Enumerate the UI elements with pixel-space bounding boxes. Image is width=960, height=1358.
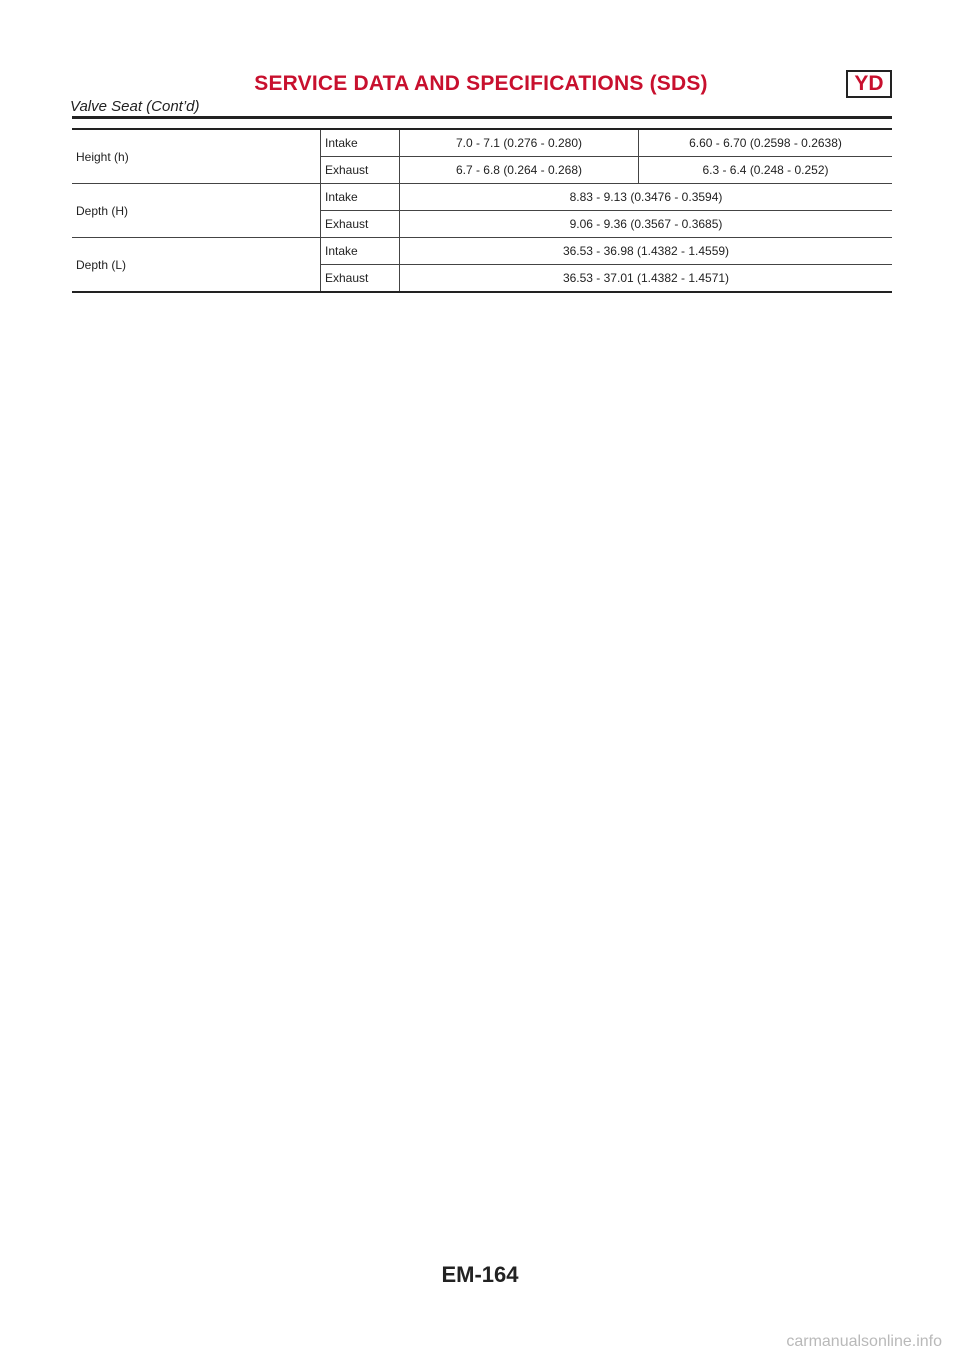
- row-type: Exhaust: [321, 265, 400, 293]
- row-type: Exhaust: [321, 211, 400, 238]
- page-number: EM-164: [441, 1262, 519, 1287]
- header-rule: [72, 116, 892, 119]
- watermark: carmanualsonline.info: [786, 1333, 942, 1350]
- table-row: [72, 129, 892, 157]
- spec-table: [72, 128, 892, 293]
- engine-badge: YD: [846, 70, 892, 98]
- value-cell: 7.0 - 7.1 (0.276 - 0.280): [400, 129, 639, 157]
- value-cell: 36.53 - 37.01 (1.4382 - 1.4571): [400, 265, 893, 293]
- table-row: [72, 184, 892, 211]
- value-cell: 6.7 - 6.8 (0.264 - 0.268): [400, 157, 639, 184]
- value-cell: 36.53 - 36.98 (1.4382 - 1.4559): [400, 238, 893, 265]
- value-cell: 6.3 - 6.4 (0.248 - 0.252): [639, 157, 893, 184]
- page-title: SERVICE DATA AND SPECIFICATIONS (SDS): [254, 72, 708, 95]
- value-cell: 6.60 - 6.70 (0.2598 - 0.2638): [639, 129, 893, 157]
- row-type: Exhaust: [321, 157, 400, 184]
- group-label: Depth (L): [72, 238, 321, 293]
- table-row: [72, 238, 892, 265]
- page-header: [70, 70, 892, 115]
- section-subtitle: Valve Seat (Cont’d): [70, 98, 200, 115]
- value-cell: 8.83 - 9.13 (0.3476 - 0.3594): [400, 184, 893, 211]
- group-label: Depth (H): [72, 184, 321, 238]
- value-cell: 9.06 - 9.36 (0.3567 - 0.3685): [400, 211, 893, 238]
- group-label: Height (h): [76, 149, 129, 164]
- row-type: Intake: [321, 129, 400, 157]
- row-type: Intake: [321, 238, 400, 265]
- row-type: Intake: [321, 184, 400, 211]
